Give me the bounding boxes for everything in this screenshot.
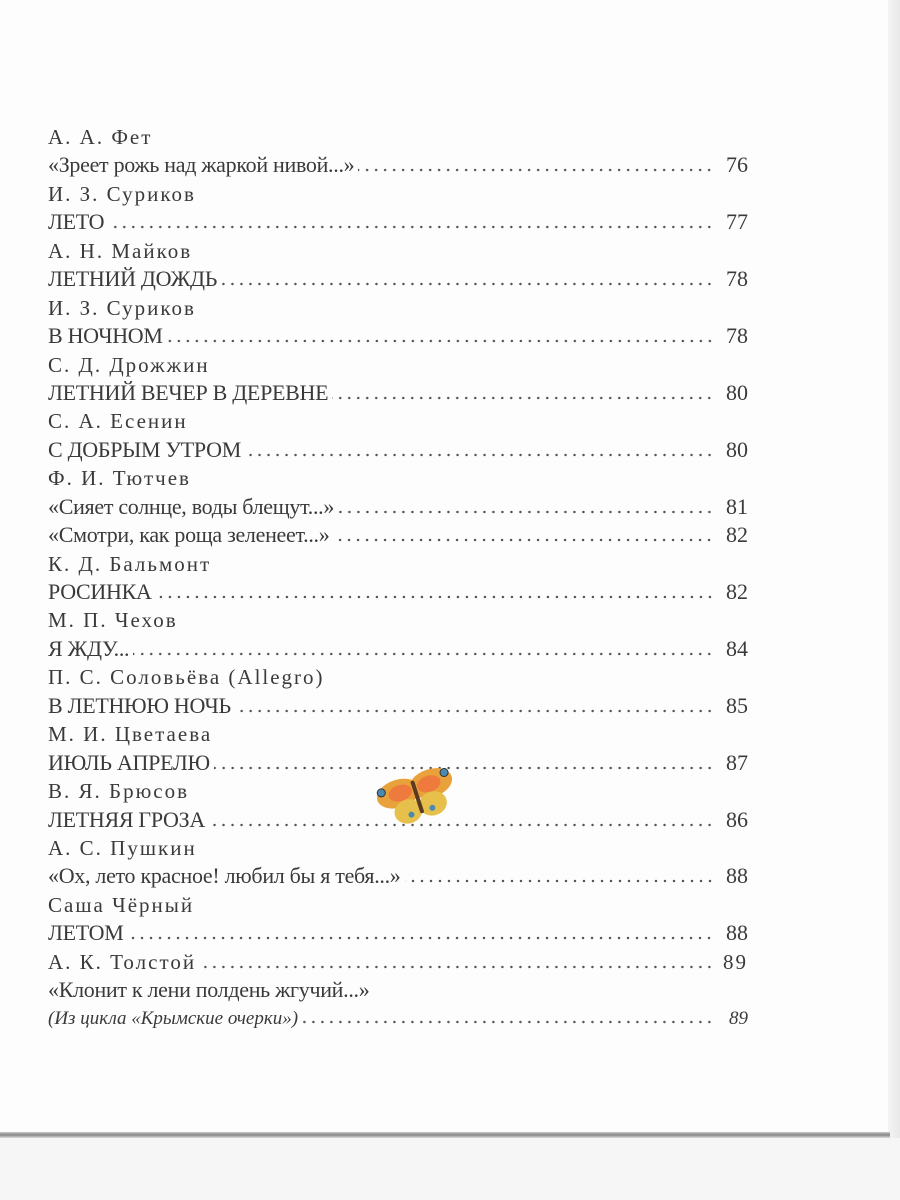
toc-entry — [48, 862, 748, 890]
toc-entry — [48, 151, 748, 179]
page-number: 88 — [726, 863, 748, 889]
toc-text: И. З. Суриков — [48, 295, 196, 320]
dot-leader — [127, 936, 714, 940]
page-number: 88 — [726, 920, 748, 946]
toc-text: «Зреет рожь над жаркой нивой...» — [48, 152, 355, 178]
page-number: 87 — [726, 749, 748, 775]
toc-text: М. И. Цветаева — [48, 722, 213, 747]
page-edge — [888, 0, 900, 1200]
toc-entry — [48, 635, 748, 663]
toc-author — [48, 720, 748, 748]
dot-leader — [332, 396, 714, 400]
toc-text: ЛЕТО — [48, 209, 105, 235]
page-number: 85 — [726, 692, 748, 718]
toc-text: ЛЕТНИЙ ВЕЧЕР В ДЕРЕВНЕ — [48, 379, 329, 405]
toc-entry — [48, 493, 748, 521]
toc-author — [48, 834, 748, 862]
toc-author — [48, 237, 748, 265]
page-number: 84 — [726, 635, 748, 661]
toc-text: И. З. Суриков — [48, 181, 196, 206]
dot-leader — [235, 709, 714, 713]
page-number: 86 — [726, 806, 748, 832]
table-of-contents — [48, 123, 748, 1033]
dot-leader — [245, 453, 714, 457]
toc-text: «Сияет солнце, воды блещут...» — [48, 493, 335, 519]
page-number: 78 — [726, 266, 748, 292]
toc-author — [48, 606, 748, 634]
toc-text: ЛЕТНЯЯ ГРОЗА — [48, 806, 205, 832]
toc-text: Ф. И. Тютчев — [48, 466, 191, 491]
toc-text: А. К. Толстой — [48, 949, 197, 974]
toc-text: Я ЖДУ... — [48, 635, 130, 661]
toc-subtitle — [48, 1005, 748, 1033]
page-number: 77 — [726, 209, 748, 235]
toc-author — [48, 407, 748, 435]
toc-text: «Клонит к лени полдень жгучий...» — [48, 977, 370, 1003]
toc-entry — [48, 692, 748, 720]
toc-author — [48, 891, 748, 919]
dot-leader — [200, 965, 714, 969]
toc-author — [48, 663, 748, 691]
toc-text: А. А. Фет — [48, 125, 153, 149]
toc-author — [48, 948, 748, 976]
toc-text: (Из цикла «Крымские очерки») — [48, 1007, 299, 1029]
dot-leader — [167, 339, 714, 343]
toc-entry — [48, 521, 748, 549]
toc-text: В. Я. Брюсов — [48, 779, 189, 804]
dot-leader — [108, 225, 714, 229]
toc-text: «Ох, лето красное! любил бы я тебя...» — [48, 863, 401, 889]
toc-author — [48, 294, 748, 322]
dot-leader — [133, 652, 714, 656]
dot-leader — [221, 282, 714, 286]
butterfly-illustration — [372, 768, 462, 824]
dot-leader — [358, 168, 714, 172]
page-number: 89 — [723, 949, 748, 974]
toc-entry — [48, 578, 748, 606]
page-number: 89 — [729, 1007, 748, 1029]
page-number: 82 — [726, 579, 748, 604]
toc-text: А. Н. Майков — [48, 238, 193, 263]
toc-entry — [48, 208, 748, 236]
toc-author — [48, 123, 748, 151]
toc-author — [48, 550, 748, 578]
page-number: 82 — [726, 522, 748, 548]
toc-text: К. Д. Бальмонт — [48, 551, 212, 576]
toc-text: П. С. Соловьёва (Allegro) — [48, 665, 325, 690]
page-number: 80 — [726, 379, 748, 405]
dot-leader — [156, 595, 714, 599]
scan-background — [0, 1138, 900, 1200]
dot-leader — [405, 879, 714, 883]
toc-text: А. С. Пушкин — [48, 835, 197, 860]
dot-leader — [302, 1020, 714, 1024]
toc-author — [48, 464, 748, 492]
toc-text: ЛЕТНИЙ ДОЖДЬ — [48, 266, 218, 292]
toc-entry — [48, 322, 748, 350]
dot-leader — [333, 538, 714, 542]
toc-text: М. П. Чехов — [48, 608, 178, 633]
toc-text: ЛЕТОМ — [48, 920, 124, 946]
toc-author — [48, 180, 748, 208]
page-number: 78 — [726, 323, 748, 349]
toc-entry — [48, 919, 748, 947]
toc-entry — [48, 436, 748, 464]
toc-text: С. А. Есенин — [48, 409, 188, 434]
toc-entry — [48, 265, 748, 293]
toc-text: «Смотри, как роща зеленеет...» — [48, 522, 330, 548]
toc-text: В НОЧНОМ — [48, 323, 163, 349]
page-number: 76 — [726, 152, 748, 178]
toc-text: С. Д. Дрожжин — [48, 352, 210, 377]
toc-entry — [48, 976, 748, 1004]
toc-text: ИЮЛЬ АПРЕЛЮ — [48, 749, 210, 775]
dot-leader — [214, 766, 714, 770]
toc-text: С ДОБРЫМ УТРОМ — [48, 436, 241, 462]
dot-leader — [338, 510, 714, 514]
toc-author — [48, 351, 748, 379]
toc-text: РОСИНКА — [48, 579, 152, 604]
page-number: 81 — [726, 493, 748, 519]
toc-text: В ЛЕТНЮЮ НОЧЬ — [48, 692, 231, 718]
toc-text: Саша Чёрный — [48, 892, 195, 917]
toc-entry — [48, 379, 748, 407]
page-number: 80 — [726, 436, 748, 462]
